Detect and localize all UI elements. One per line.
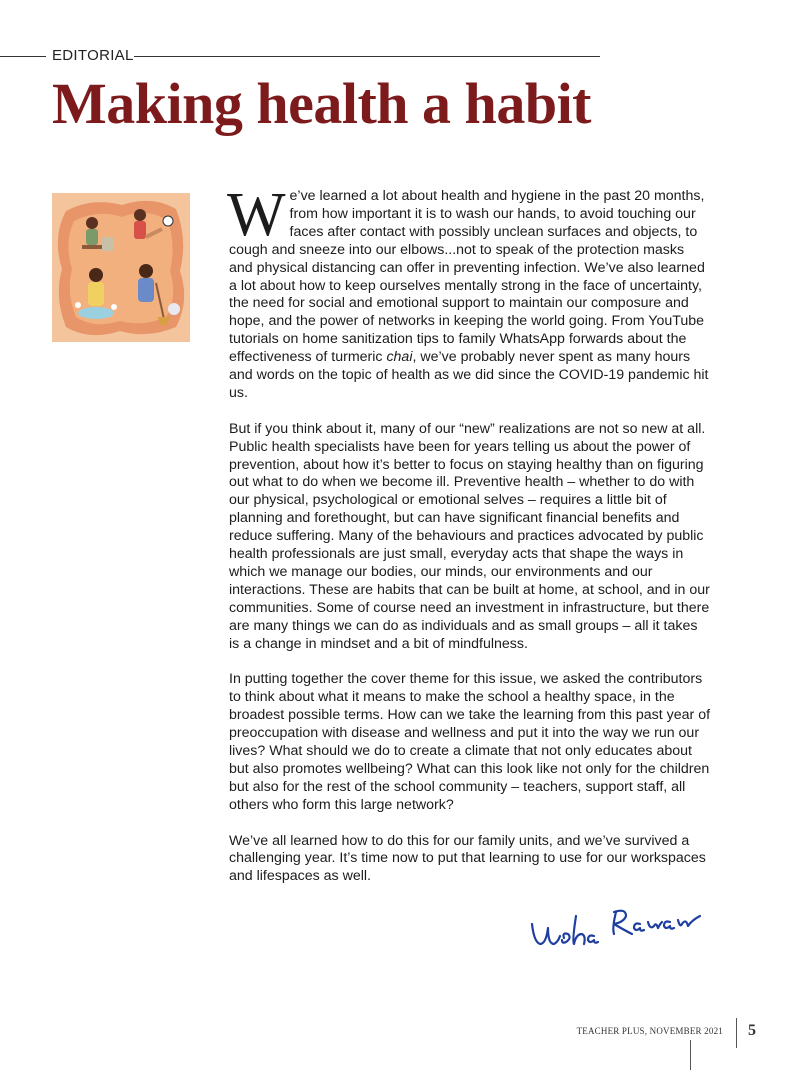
paragraph-4: We’ve all learned how to do this for our family units, and we’ve survived a challenging year. It’s time now to put that learning to use for our workspaces and lifespaces as well. (229, 832, 706, 885)
footer-publication: TEACHER PLUS, NOVEMBER 2021 (576, 1026, 723, 1036)
section-label: EDITORIAL (52, 47, 134, 64)
paragraph-1 (227, 181, 711, 403)
page-number: 5 (748, 1022, 756, 1039)
footer-divider (736, 1018, 737, 1048)
paragraph-3: In putting together the cover theme for this issue, we asked the contributors to think about what it means to make the school a healthy space, in the broadest possible terms. How can we take the learning from this past year of preoccupation with disease and wellness and put it into the way we run our lives? What should we do to create a climate that not only educates about but also promotes wellbeing? What can this look like not only for the children but also for the rest of the school community – teachers, support staff, all others who form this large network? (229, 671, 711, 813)
header-rule-right (134, 56, 600, 57)
paragraph-1-end: , we’ve probably never spent as many hours and words on the topic of health as we did since the COVID-19 pandemic hit us. (229, 349, 709, 401)
footer-divider-lower (690, 1040, 691, 1070)
article-body (227, 181, 711, 904)
paragraph-1-text: e’ve learned a lot about health and hygiene in the past 20 months, from how important it is to wash our hands, to avoid touching our faces after contact with possibly unclean surfaces and objects, to cough and sneeze into our elbows...not to speak of the protection masks and physical distancing can offer in preventing infection. We’ve also learned a lot about how to keep ourselves mentally strong in the face of uncertainty, the need for social and emotional support to maintain our composure and hope, and the power of networks in keeping the world going. From YouTube tutorials on home sanitization tips to family WhatsApp forwards about the effectiveness of turmeric (229, 188, 705, 366)
page-title: Making health a habit (52, 71, 591, 136)
drop-cap: W (227, 181, 286, 249)
signature (528, 898, 704, 956)
paragraph-2: But if you think about it, many of our “new” realizations are not so new at all. Public health specialists have been for years telling us about the power of prevention, about how it’s better to focus on staying healthy than on figuring out what to do when we become ill. Preventive health – whether to do with our physical, psychological or emotional selves – requires a little bit of planning and forethought, but can have significant financial benefits and reduce suffering. Many of the behaviours and practices advocated by public health professionals are just small, everyday acts that shape the ways in which we manage our bodies, our minds, our environments and our interactions. These are habits that can be built at home, at school, and in our communities. Some of course need an investment in infrastructure, but there are many things we can do as individuals and as small groups – all it takes is a change in mindset and a bit of mindfulness. (229, 420, 710, 652)
header-rule-left (0, 56, 46, 57)
paragraph-1-italic: chai (386, 349, 413, 366)
children-health-illustration (52, 193, 190, 342)
